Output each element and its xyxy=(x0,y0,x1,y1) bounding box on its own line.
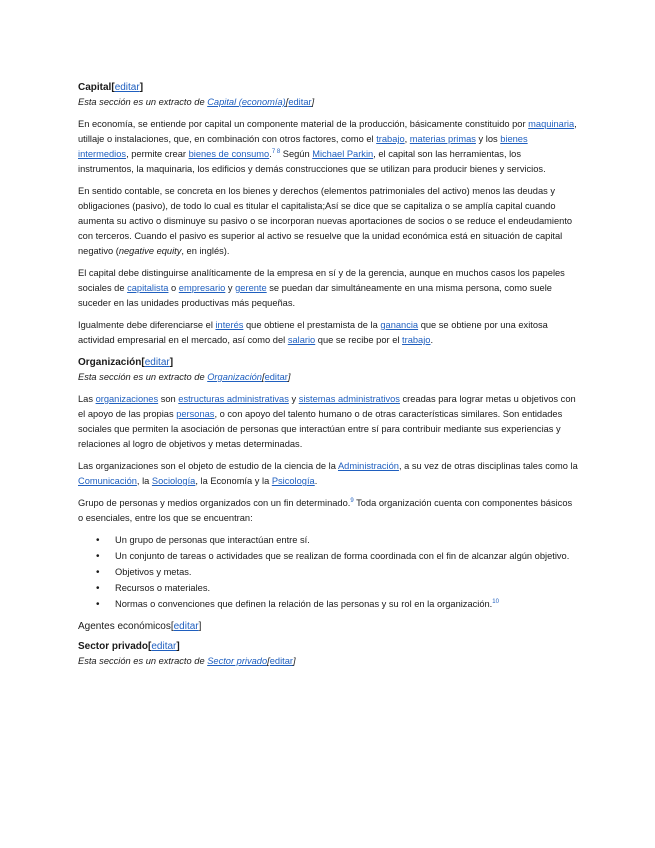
excerpt-link[interactable]: Organización xyxy=(207,372,262,382)
paragraph: En economía, se entiende por capital un componente material de la producción, básicamente constituido por maquinaria, utillaje o instalaciones, que, en combinación con otros factores, como el trabajo, materias primas y los bienes intermedios, permite crear bienes de consumo.$^{7 8}$ Según Michael Parkin, el capital son las herramientas, los instrumentos, la maquinaria, los edificios y demás construcciones que se utilizan para producir bienes y servicios. xyxy=(78,119,577,174)
edit-link[interactable]: editar xyxy=(144,357,170,368)
excerpt-link[interactable]: Capital (economía) xyxy=(207,97,286,107)
section-heading-sector-privado: Sector privado[editar] xyxy=(78,641,180,652)
paragraph: Las organizaciones son estructuras administrativas y sistemas administrativos creadas para lograr metas u objetivos con el apoyo de las propias personas, o con apoyo del talento humano o de otras características similares. Son entidades sociales que permiten la asociación de personas que interactúan entre sí para contribuir mediante sus experiencias y relaciones al logro de objetivos y metas determinadas. xyxy=(78,394,576,449)
edit-link[interactable]: editar xyxy=(288,97,312,107)
citation[interactable]: 10 xyxy=(492,598,499,605)
link[interactable]: ganancia xyxy=(380,320,419,330)
link[interactable]: bienes intermedios xyxy=(78,134,528,159)
edit-link[interactable]: editar xyxy=(114,82,140,93)
excerpt-note: Esta sección es un extracto de Organización[editar] xyxy=(78,372,291,382)
article-body xyxy=(78,80,578,676)
list-item: • Normas o convenciones que definen la relación de las personas y su rol en la organización.$^{10}$ xyxy=(115,597,578,612)
link[interactable]: Sociología xyxy=(151,476,196,486)
paragraph: Grupo de personas y medios organizados con un fin determinado.$^9$ Toda organización cuenta con componentes básicos o esenciales, entre los que se encuentran: xyxy=(78,497,573,523)
link[interactable]: trabajo xyxy=(402,335,431,345)
citation[interactable]: 7 8 xyxy=(271,148,281,155)
section-heading-agentes: Agentes económicos[editar] xyxy=(78,621,202,632)
list-item: • Recursos o materiales. xyxy=(115,581,578,596)
link[interactable]: Administración xyxy=(337,461,399,471)
edit-link[interactable]: editar xyxy=(269,656,294,666)
heading-text: Sector privado xyxy=(78,641,149,652)
list-item: • Objetivos y metas. xyxy=(115,565,578,580)
section-heading-capital: Capital[editar] xyxy=(78,82,144,93)
paragraph: Las organizaciones son el objeto de estudio de la ciencia de la Administración, a su vez de otras disciplinas tales como la Comunicación, la Sociología, la Economía y la Psicología. xyxy=(78,461,578,486)
link[interactable]: capitalista xyxy=(127,283,169,293)
link[interactable]: trabajo xyxy=(376,134,405,144)
excerpt-link[interactable]: Sector privado xyxy=(207,656,268,666)
section-heading-organizacion: Organización[editar] xyxy=(78,357,174,368)
edit-link[interactable]: editar xyxy=(151,641,177,652)
components-list xyxy=(78,533,578,612)
link[interactable]: Michael Parkin xyxy=(312,149,374,159)
excerpt-note: Esta sección es un extracto de Capital (economía)[editar] xyxy=(78,97,315,107)
edit-link[interactable]: editar xyxy=(264,372,288,382)
link[interactable]: materias primas xyxy=(409,134,476,144)
link[interactable]: bienes de consumo xyxy=(188,149,270,159)
list-item: • Un grupo de personas que interactúan entre sí. xyxy=(115,533,578,548)
heading-text: Agentes económicos xyxy=(78,621,171,632)
link[interactable]: estructuras administrativas xyxy=(178,394,289,404)
list-item: • Un conjunto de tareas o actividades que se realizan de forma coordinada con el fin de alcanzar algún objetivo. xyxy=(115,549,578,564)
heading-text: Organización xyxy=(78,357,142,368)
link[interactable]: organizaciones xyxy=(95,394,159,404)
paragraph: En sentido contable, se concreta en los bienes y derechos (elementos patrimoniales del activo) menos las deudas y obligaciones (pasivo), de todo lo cual es titular el capitalista;Así se dice que se capitaliza o se amplía capital cuando aumenta su activo o disminuye su pasivo o se incorporan nuevas aportaciones de socios o se reduce el endeudamiento con terceros. Cuando el pasivo es superior al activo se resuelve que la unidad económica está en situación de capital negativo (negative equity, en inglés). xyxy=(78,186,573,256)
paragraph: El capital debe distinguirse analíticamente de la empresa en sí y de la gerencia, aunque en muchos casos los papeles sociales de capitalista o empresario y gerente se puedan dar simultáneamente en una misma persona, como suele suceder en las unidades productivas más pequeñas. xyxy=(78,268,565,308)
link[interactable]: Comunicación xyxy=(78,476,137,486)
link[interactable]: interés xyxy=(215,320,244,330)
citation[interactable]: 9 xyxy=(350,497,354,504)
link[interactable]: Psicología xyxy=(271,476,315,486)
excerpt-note: Esta sección es un extracto de Sector privado[editar] xyxy=(78,656,296,666)
link[interactable]: gerente xyxy=(235,283,267,293)
paragraph: Igualmente debe diferenciarse el interés que obtiene el prestamista de la ganancia que se obtiene por una exitosa actividad empresarial en el mercado, así como del salario que se recibe por el trabajo. xyxy=(78,320,548,345)
heading-text: Capital xyxy=(78,82,112,93)
link[interactable]: empresario xyxy=(178,283,226,293)
edit-link[interactable]: editar xyxy=(173,621,199,632)
link[interactable]: sistemas administrativos xyxy=(298,394,400,404)
link[interactable]: personas xyxy=(176,409,215,419)
link[interactable]: salario xyxy=(287,335,316,345)
link[interactable]: maquinaria xyxy=(528,119,575,129)
